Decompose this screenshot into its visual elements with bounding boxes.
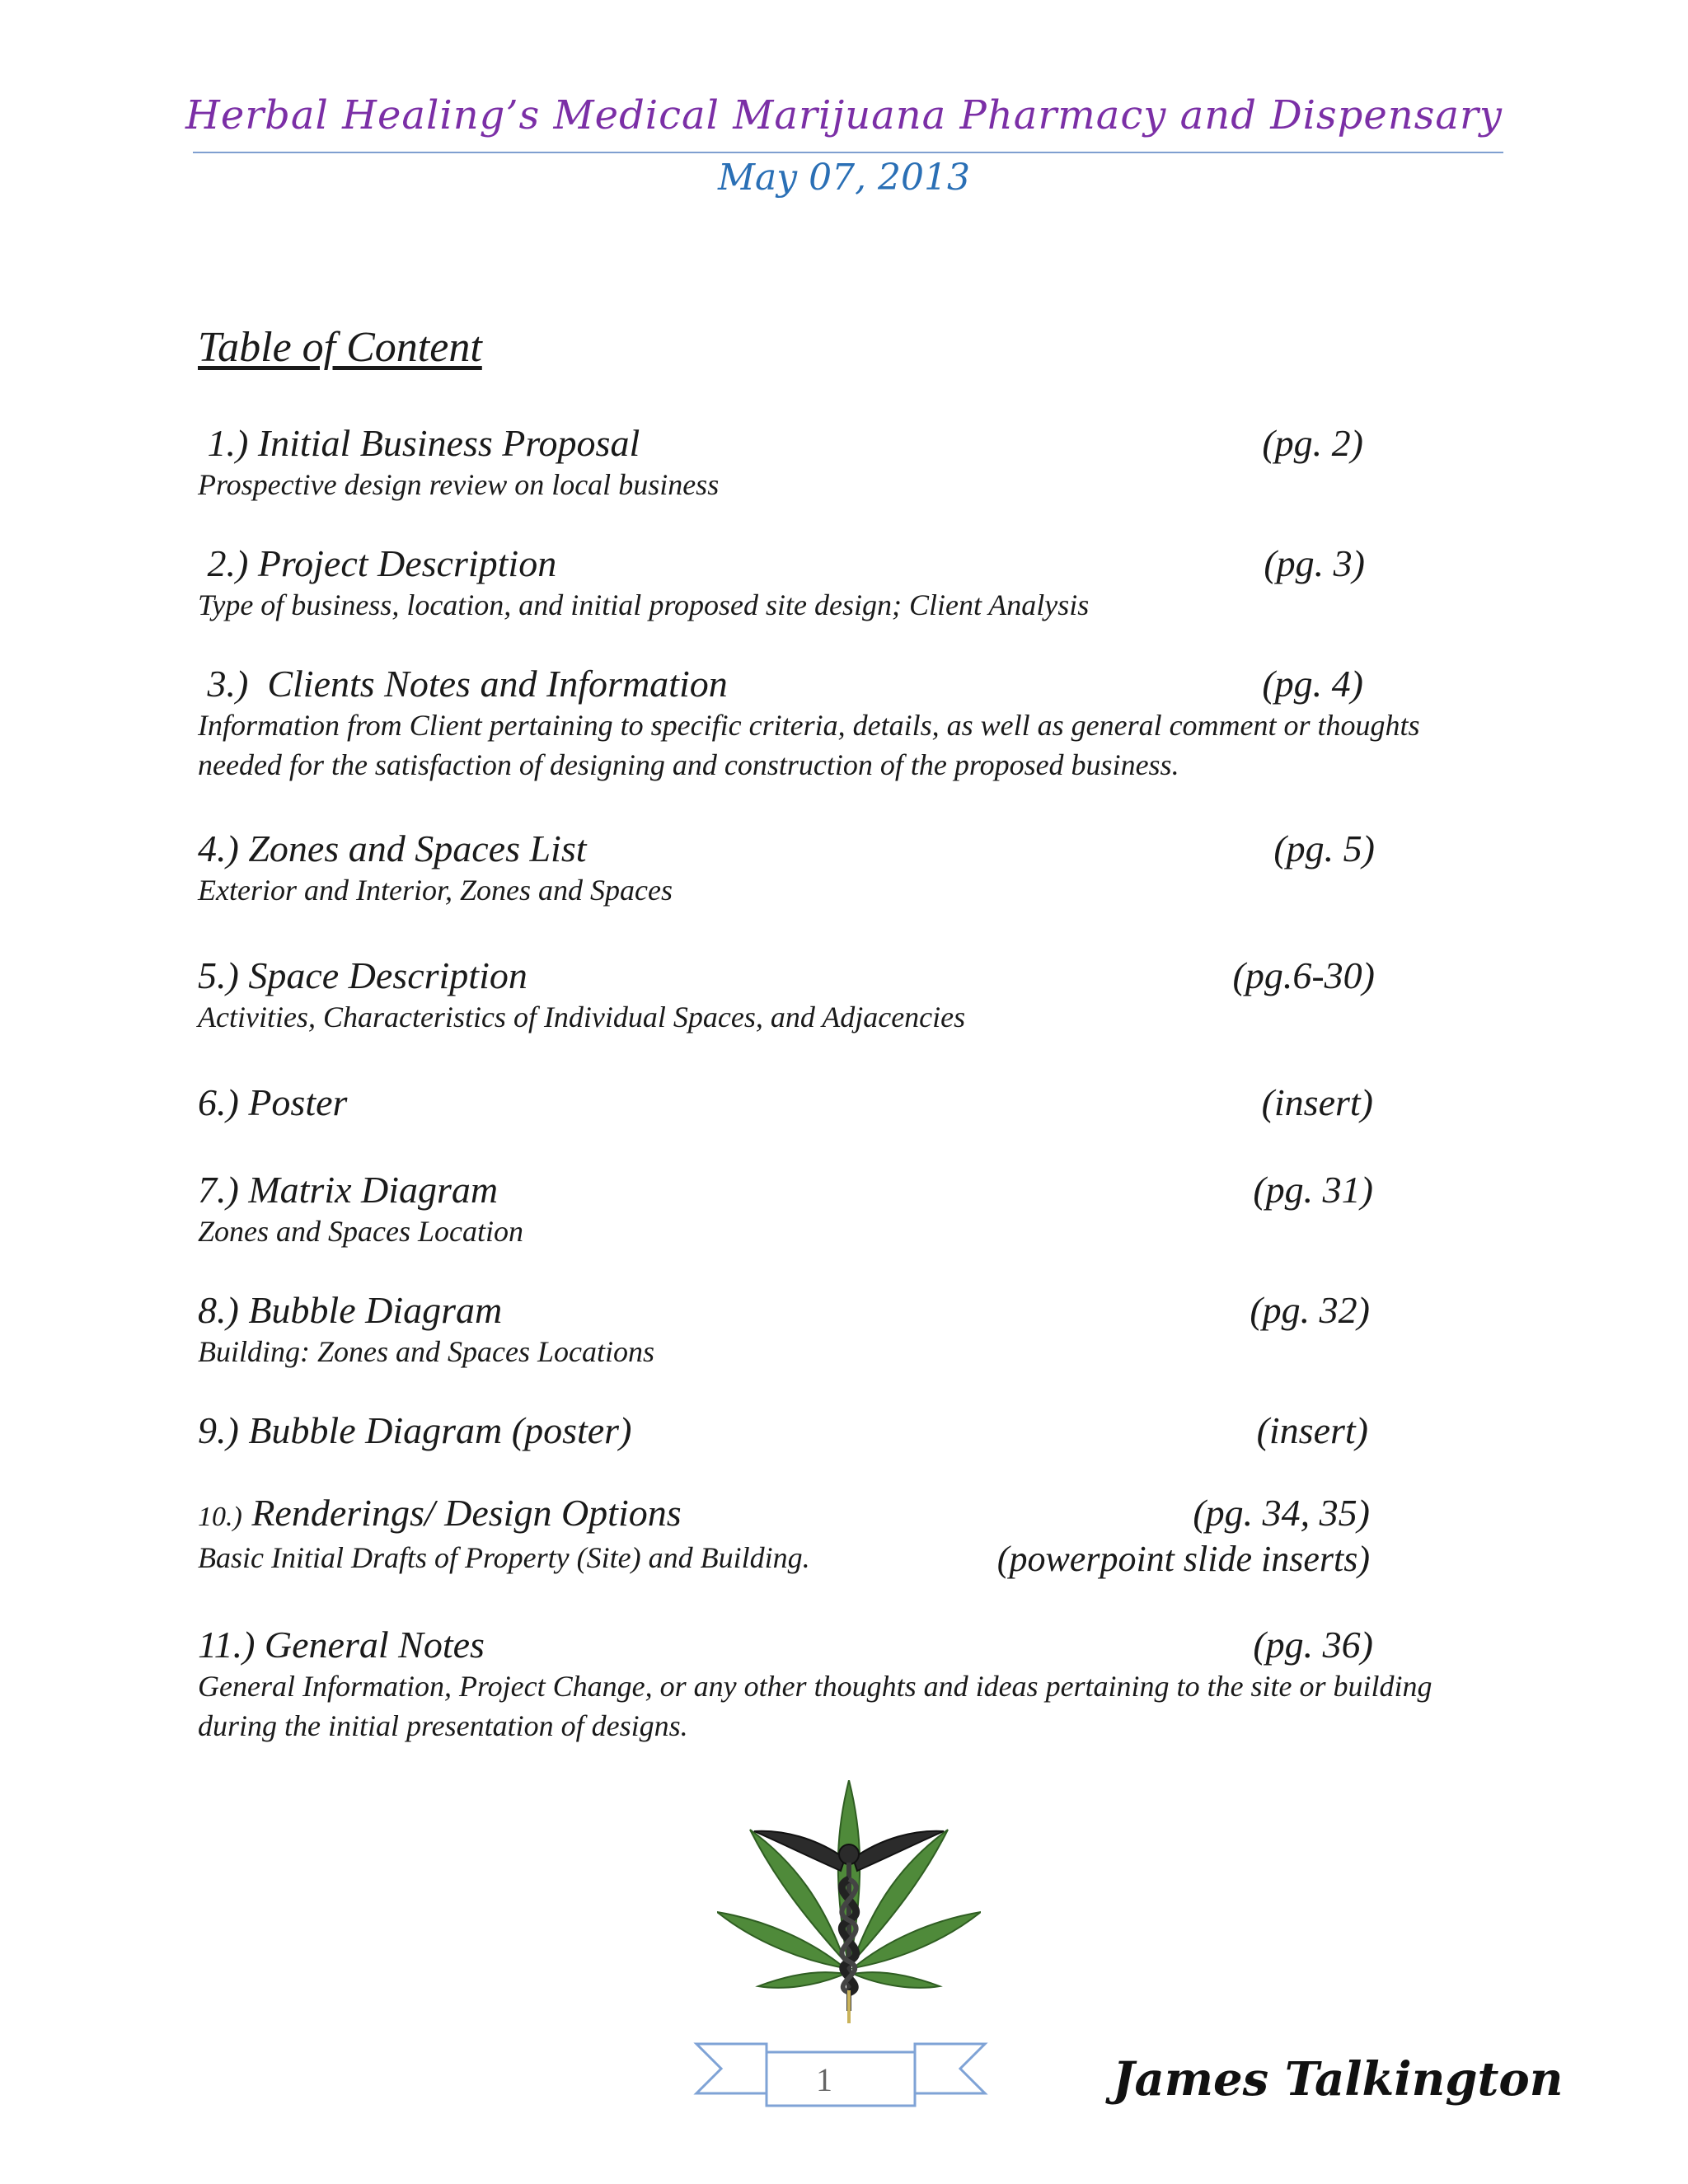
toc-entry-desc: Basic Initial Drafts of Property (Site) and Building.	[198, 1541, 810, 1574]
toc-entry-number: 11.)	[198, 1624, 256, 1666]
toc-entry-number: 9.)	[198, 1409, 239, 1451]
toc-entry-number: 3.)	[207, 663, 249, 705]
toc-entry-page: (pg. 32)	[1250, 1289, 1370, 1331]
toc-entry-title-text: Space Description	[248, 954, 528, 996]
author-signature: James Talkington	[1113, 2052, 1564, 2107]
toc-entry-desc: Building: Zones and Spaces Locations	[198, 1335, 654, 1368]
toc-entry-number: 10.)	[198, 1502, 242, 1532]
toc-entry-page: (pg. 3)	[1264, 542, 1365, 584]
header-date: May 07, 2013	[717, 157, 971, 199]
toc-entry	[198, 954, 1451, 1037]
toc-entry-page: (pg.6-30)	[1232, 954, 1375, 996]
toc-entry-title-text: Matrix Diagram	[248, 1169, 499, 1211]
toc-entry-number: 4.)	[198, 827, 239, 869]
toc-entry	[198, 1081, 1451, 1124]
toc-entry-number: 2.)	[207, 542, 249, 584]
page-number: 1	[816, 2061, 832, 2098]
toc-entry	[198, 1169, 1451, 1251]
toc-entry-number: 1.)	[207, 422, 249, 464]
toc-entry-number: 7.)	[198, 1169, 239, 1211]
toc-entry	[198, 542, 1451, 625]
toc-entry	[198, 1624, 1451, 1746]
toc-entry-page: (insert)	[1256, 1409, 1368, 1451]
toc-entry-title-text: Initial Business Proposal	[257, 422, 640, 464]
toc-entry-title-text: Project Description	[257, 542, 557, 584]
toc-entry	[198, 1409, 1451, 1452]
toc-entry	[198, 422, 1451, 504]
toc-entry-page: (pg. 5)	[1273, 827, 1375, 869]
toc-entry-title-text: General Notes	[264, 1624, 485, 1666]
cannabis-caduceus-logo	[717, 1780, 981, 2027]
toc-entry-desc: Exterior and Interior, Zones and Spaces	[198, 874, 673, 907]
toc-entry-desc: Zones and Spaces Location	[198, 1215, 523, 1248]
toc-entry-number: 8.)	[198, 1289, 239, 1331]
toc-heading: Table of Content	[198, 324, 482, 371]
toc-entry-title-text: Zones and Spaces List	[248, 827, 587, 869]
toc-entry-page: (pg. 34, 35)	[1193, 1492, 1370, 1534]
toc-entry-note: (powerpoint slide inserts)	[996, 1539, 1370, 1579]
toc-entry-page: (pg. 4)	[1262, 663, 1363, 705]
toc-entry-number: 6.)	[198, 1081, 239, 1123]
toc-entry-title-text: Clients Notes and Information	[267, 663, 728, 705]
toc-entry	[198, 827, 1451, 910]
toc-entry-title-text: Renderings/ Design Options	[251, 1492, 682, 1534]
header-title: Herbal Healing’s Medical Marijuana Pharmacy and Dispensary	[185, 92, 1503, 138]
toc-entry-desc: Type of business, location, and initial proposed site design; Client Analysis	[198, 588, 1090, 621]
toc-entry-title-text: Bubble Diagram	[248, 1289, 503, 1331]
toc-entry	[198, 1492, 1451, 1577]
toc-entry-desc: General Information, Project Change, or any other thoughts and ideas pertaining to the site or building during the initial presentation of designs.	[198, 1670, 1432, 1742]
toc-entry-title-text: Poster	[248, 1081, 348, 1123]
toc-entry-page: (pg. 36)	[1253, 1624, 1373, 1666]
toc-entry-desc: Information from Client pertaining to specific criteria, details, as well as general comment or thoughts needed for the satisfaction of designing and construction of the proposed business.	[198, 709, 1420, 781]
toc-entry-desc: Activities, Characteristics of Individual Spaces, and Adjacencies	[198, 1001, 966, 1033]
toc-entry-desc: Prospective design review on local business	[198, 468, 720, 501]
toc-entry-title-text: Bubble Diagram (poster)	[248, 1409, 632, 1451]
header-rule	[193, 152, 1503, 153]
toc-entry	[198, 663, 1451, 785]
toc-entry-page: (insert)	[1261, 1081, 1373, 1123]
toc-entry	[198, 1289, 1451, 1371]
toc-entry-number: 5.)	[198, 954, 239, 996]
toc-entry-page: (pg. 2)	[1262, 422, 1363, 464]
toc-entry-page: (pg. 31)	[1253, 1169, 1373, 1211]
